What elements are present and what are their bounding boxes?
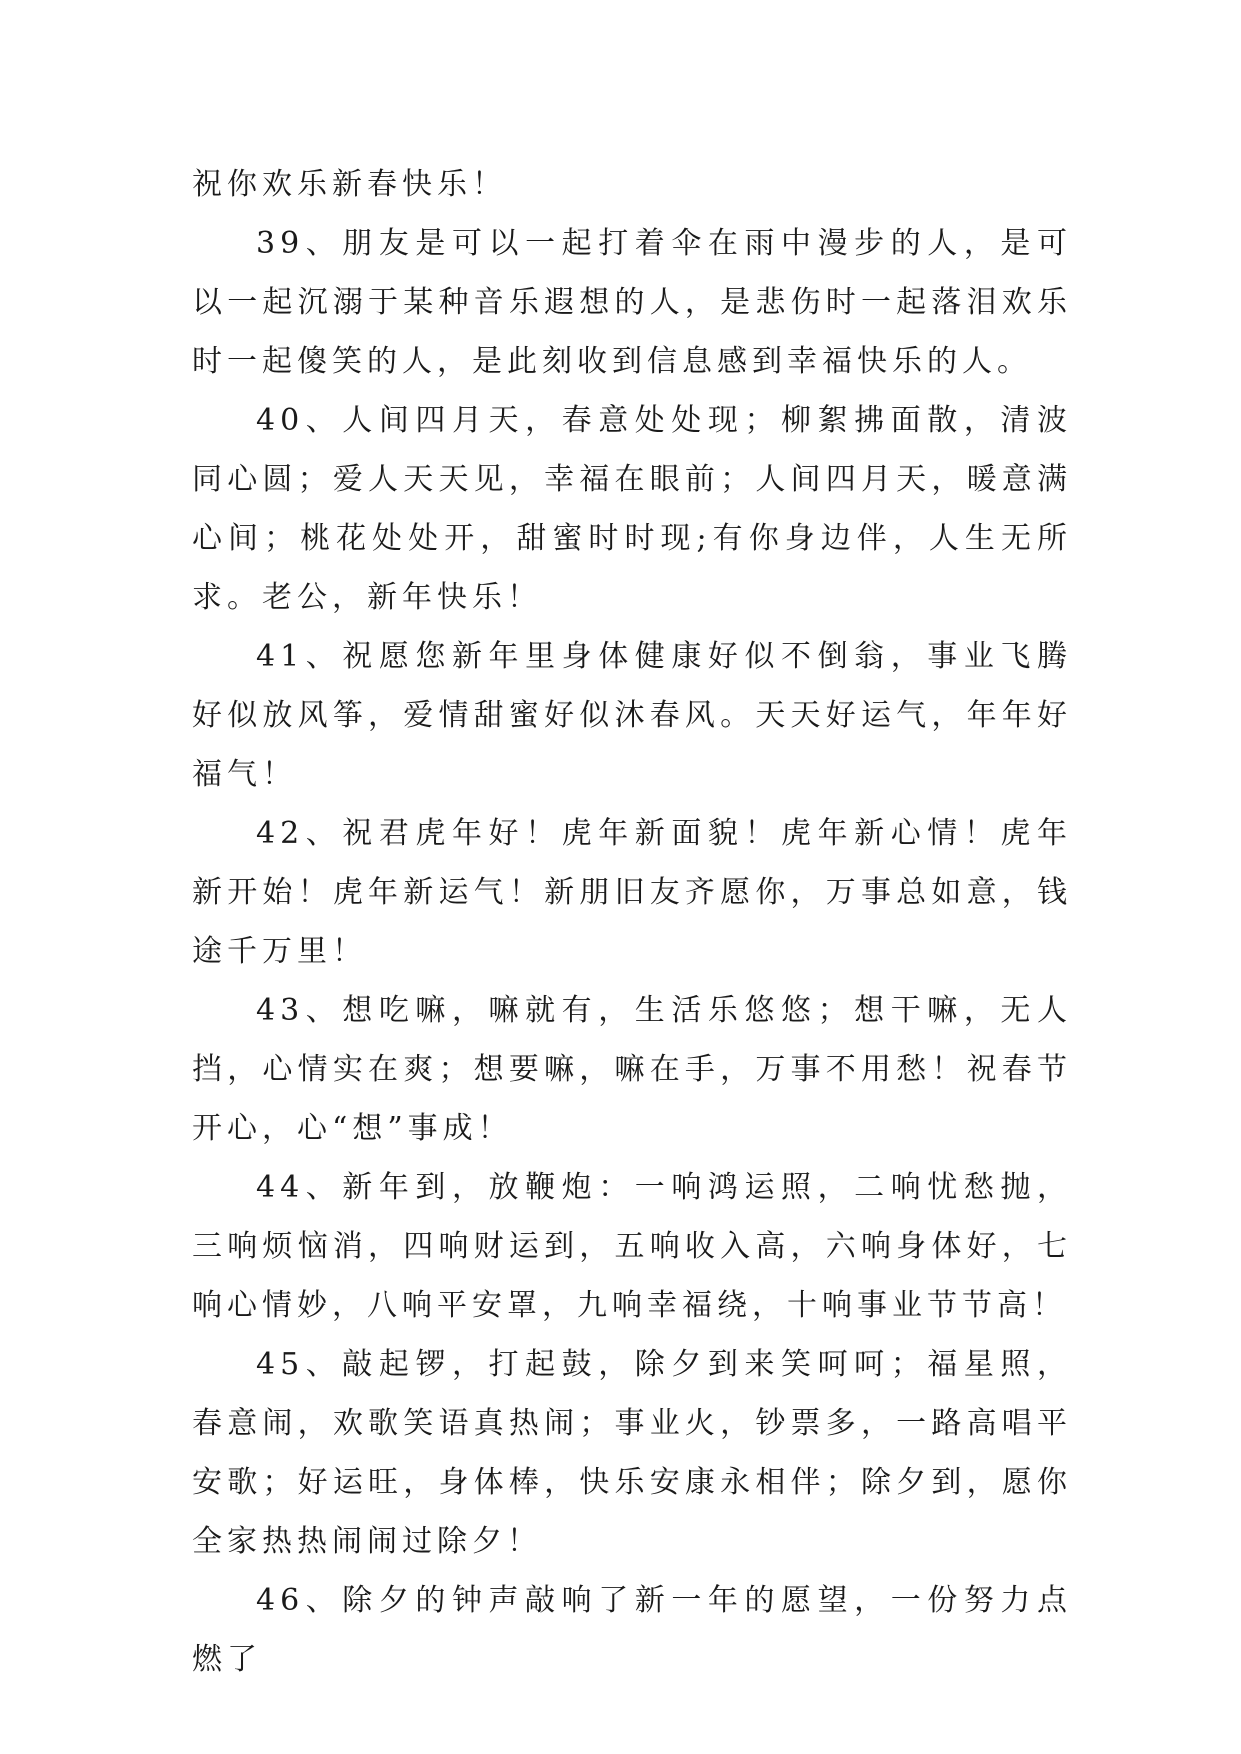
document-body xyxy=(192,155,1072,1689)
paragraph-40: 40、人间四月天，春意处处现；柳絮拂面散，清波同心圆；爱人天天见，幸福在眼前；人间四月天，暖意满心间；桃花处处开，甜蜜时时现;有你身边伴，人生无所求。老公，新年快乐！ xyxy=(192,403,1072,615)
paragraph-39: 39、朋友是可以一起打着伞在雨中漫步的人，是可以一起沉溺于某种音乐遐想的人，是悲伤时一起落泪欢乐时一起傻笑的人，是此刻收到信息感到幸福快乐的人。 xyxy=(192,226,1072,379)
paragraph-43: 43、想吃嘛，嘛就有，生活乐悠悠；想干嘛，无人挡，心情实在爽；想要嘛，嘛在手，万事不用愁！祝春节开心，心“想”事成！ xyxy=(192,993,1072,1146)
paragraph-44: 44、新年到，放鞭炮：一响鸿运照，二响忧愁抛，三响烦恼消，四响财运到，五响收入高，六响身体好，七响心情妙，八响平安罩，九响幸福绕，十响事业节节高！ xyxy=(192,1170,1072,1323)
paragraph-42: 42、祝君虎年好！虎年新面貌！虎年新心情！虎年新开始！虎年新运气！新朋旧友齐愿你，万事总如意，钱途千万里！ xyxy=(192,816,1072,969)
paragraph-41: 41、祝愿您新年里身体健康好似不倒翁，事业飞腾好似放风筝，爱情甜蜜好似沐春风。天天好运气，年年好福气！ xyxy=(192,639,1072,792)
paragraph-45: 45、敲起锣，打起鼓，除夕到来笑呵呵；福星照，春意闹，欢歌笑语真热闹；事业火，钞票多，一路高唱平安歌；好运旺，身体棒，快乐安康永相伴；除夕到，愿你全家热热闹闹过除夕！ xyxy=(192,1347,1072,1559)
paragraph-continuation: 祝你欢乐新春快乐！ xyxy=(192,167,507,202)
paragraph-46: 46、除夕的钟声敲响了新一年的愿望，一份努力点燃了 xyxy=(192,1583,1072,1677)
